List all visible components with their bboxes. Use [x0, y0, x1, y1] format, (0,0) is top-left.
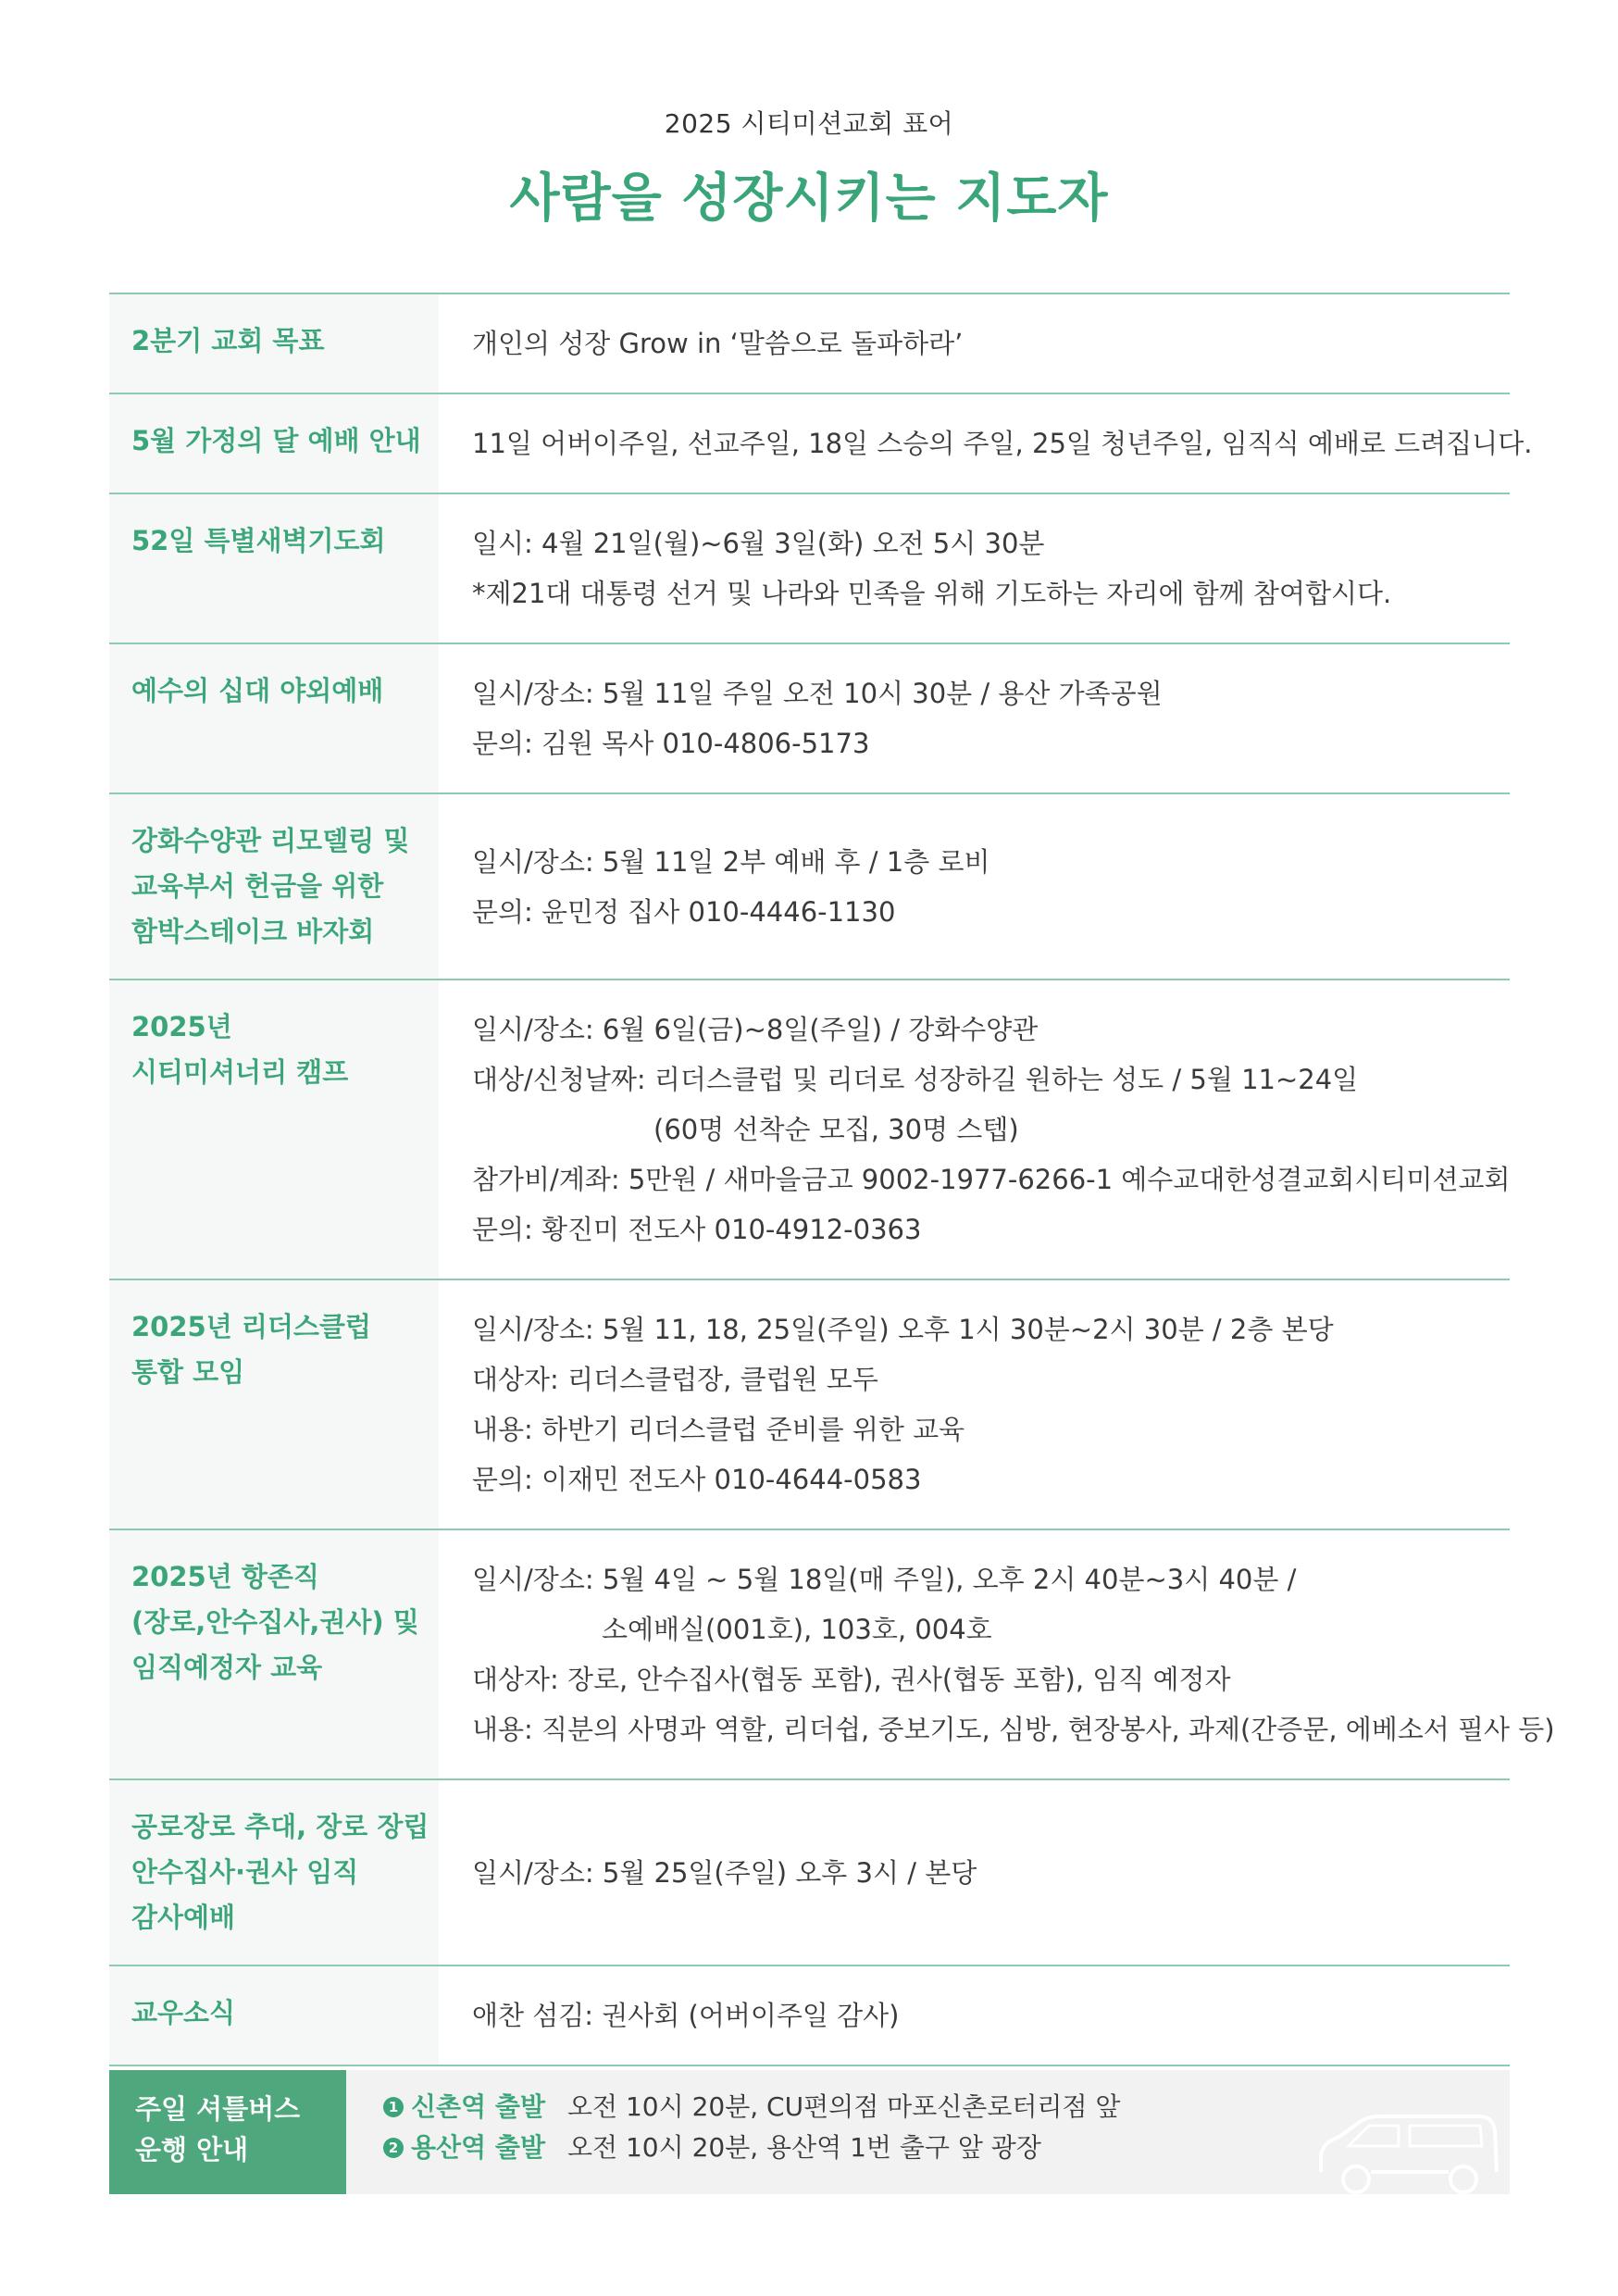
table-row — [109, 644, 1510, 794]
row-category — [109, 1780, 439, 1965]
route-detail: 오전 10시 20분, 용산역 1번 출구 앞 광장 — [567, 2132, 1041, 2163]
content-line: 내용: 직분의 사명과 역할, 리더쉽, 중보기도, 심방, 현장봉사, 과제(간증문, 에베소서 필사 등) — [472, 1714, 1555, 1745]
table-row — [109, 1530, 1555, 1780]
category-line: 52일 특별새벽기도회 — [131, 525, 386, 556]
content-line: 내용: 하반기 리더스클럽 준비를 위한 교육 — [472, 1414, 965, 1445]
content-line: 문의: 황진미 전도사 010-4912-0363 — [472, 1214, 922, 1245]
content-line: (60명 선착순 모집, 30명 스텝) — [653, 1114, 1019, 1145]
content-line: 일시/장소: 5월 11일 2부 예배 후 / 1층 로비 — [472, 845, 990, 878]
row-category — [109, 1966, 439, 2065]
category-line: 2025년 리더스클럽 — [131, 1311, 371, 1342]
row-category — [109, 1280, 439, 1529]
content-line: 대상자: 리더스클럽장, 클럽원 모두 — [472, 1364, 878, 1395]
page-title: 사람을 성장시키는 지도자 — [509, 168, 1109, 229]
shuttle-label-line: 운행 안내 — [135, 2134, 249, 2165]
table-row — [109, 394, 1533, 494]
content-line: 소예배실(001호), 103호, 004호 — [602, 1614, 992, 1645]
row-category — [109, 294, 439, 393]
table-row — [109, 1280, 1510, 1530]
table-row — [109, 494, 1510, 644]
content-line: 애찬 섬김: 권사회 (어버이주일 감사) — [472, 2000, 900, 2031]
row-content — [439, 1780, 1510, 1965]
content-line: 일시/장소: 6월 6일(금)~8일(주일) / 강화수양관 — [472, 1014, 1039, 1045]
category-line: 교우소식 — [131, 1997, 236, 2028]
category-line: 교육부서 헌금을 위한 — [131, 870, 384, 902]
row-content — [439, 1530, 1564, 1778]
content-line: 대상/신청날짜: 리더스클럽 및 리더로 성장하길 원하는 성도 / 5월 11~24일 — [472, 1064, 1359, 1095]
content-line: 11일 어버이주일, 선교주일, 18일 스승의 주일, 25일 청년주일, 임직식 예배로 드려집니다. — [472, 428, 1533, 459]
shuttle-label — [109, 2070, 346, 2194]
shuttle-info — [109, 2070, 1510, 2194]
category-line: 공로장로 추대, 장로 장립 — [131, 1811, 429, 1842]
route-number: 2 — [383, 2138, 404, 2158]
row-content — [439, 1280, 1510, 1529]
category-line: 2분기 교회 목표 — [131, 325, 325, 356]
route-station: 용산역 출발 — [411, 2132, 545, 2163]
row-content — [439, 494, 1510, 643]
category-line: (장로,안수집사,권사) 및 — [131, 1606, 419, 1638]
route-station: 신촌역 출발 — [411, 2091, 545, 2122]
category-line: 2025년 항존직 — [131, 1561, 319, 1592]
content-line: *제21대 대통령 선거 및 나라와 민족을 위해 기도하는 자리에 함께 참여합시다. — [472, 578, 1392, 609]
row-category — [109, 794, 439, 979]
category-line: 안수집사·권사 임직 — [131, 1856, 359, 1888]
row-category — [109, 394, 439, 493]
table-row — [109, 980, 1510, 1280]
row-content — [439, 394, 1541, 493]
content-line: 문의: 김원 목사 010-4806-5173 — [472, 728, 870, 759]
content-line: 개인의 성장 Grow in ‘말씀으로 돌파하라’ — [472, 328, 964, 359]
category-line: 감사예배 — [131, 1902, 236, 1933]
row-content — [439, 980, 1520, 1279]
content-line: 일시/장소: 5월 25일(주일) 오후 3시 / 본당 — [472, 1856, 977, 1889]
content-line: 일시/장소: 5월 11일 주일 오전 10시 30분 / 용산 가족공원 — [472, 678, 1163, 709]
category-line: 통합 모임 — [131, 1356, 245, 1388]
announcement-table — [109, 293, 1555, 2066]
category-line: 2025년 — [131, 1011, 232, 1042]
category-line: 시티미셔너리 캠프 — [131, 1056, 349, 1088]
route-number: 1 — [383, 2097, 404, 2117]
row-category — [109, 1530, 439, 1778]
category-line: 함박스테이크 바자회 — [131, 916, 375, 947]
row-category — [109, 980, 439, 1279]
row-content — [439, 1966, 1510, 2065]
church-motto: 2025 시티미션교회 표어 — [664, 108, 954, 139]
row-content — [439, 294, 1510, 393]
table-row — [109, 294, 1510, 394]
row-category — [109, 644, 439, 792]
content-line: 일시: 4월 21일(월)~6월 3일(화) 오전 5시 30분 — [472, 528, 1045, 559]
header — [0, 104, 1618, 231]
table-row — [109, 1780, 1510, 1966]
category-line: 예수의 십대 야외예배 — [131, 675, 384, 706]
category-line: 강화수양관 리모델링 및 — [131, 825, 410, 856]
shuttle-routes — [346, 2070, 1510, 2194]
row-content — [439, 794, 1510, 979]
content-line: 참가비/계좌: 5만원 / 새마을금고 9002-1977-6266-1 예수교대한성결교회시티미션교회 — [472, 1164, 1511, 1195]
shuttle-label-line: 주일 셔틀버스 — [135, 2093, 301, 2125]
content-line: 대상자: 장로, 안수집사(협동 포함), 권사(협동 포함), 임직 예정자 — [472, 1664, 1231, 1695]
content-line: 일시/장소: 5월 4일 ~ 5월 18일(매 주일), 오후 2시 40분~3시 40분 / — [472, 1564, 1297, 1595]
row-content — [439, 644, 1510, 792]
row-category — [109, 494, 439, 643]
category-line: 임직예정자 교육 — [131, 1652, 323, 1683]
table-row — [109, 1966, 1510, 2066]
route-detail: 오전 10시 20분, CU편의점 마포신촌로터리점 앞 — [567, 2091, 1121, 2122]
table-row — [109, 794, 1510, 980]
bus-icon — [1315, 2115, 1500, 2194]
content-line: 문의: 이재민 전도사 010-4644-0583 — [472, 1464, 922, 1495]
content-line: 일시/장소: 5월 11, 18, 25일(주일) 오후 1시 30분~2시 30분 / 2층 본당 — [472, 1314, 1334, 1345]
category-line: 5월 가정의 달 예배 안내 — [131, 425, 421, 456]
content-line: 문의: 윤민정 집사 010-4446-1130 — [472, 895, 896, 928]
